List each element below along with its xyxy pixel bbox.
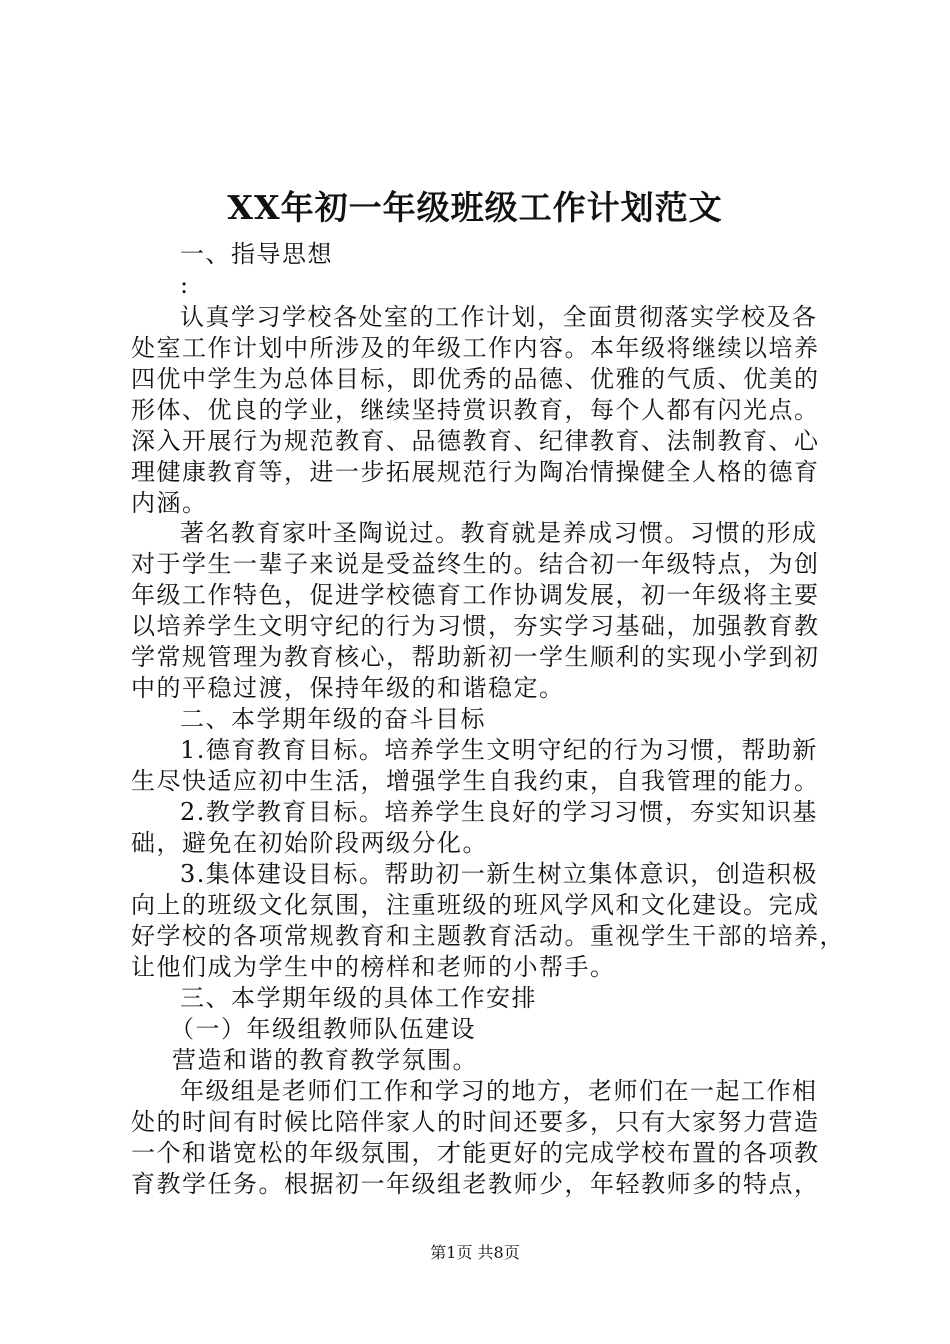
- paragraph-line: 四优中学生为总体目标，即优秀的品德、优雅的气质、优美的: [131, 365, 820, 393]
- paragraph-line: 处室工作计划中所涉及的年级工作内容。本年级将继续以培养: [131, 334, 820, 362]
- paragraph-line: 向上的班级文化氛围，注重班级的班风学风和文化建设。完成: [131, 891, 820, 919]
- paragraph-line: 让他们成为学生中的榜样和老师的小帮手。: [131, 953, 616, 981]
- subheading-teacher-team: （一）年级组教师队伍建设: [170, 1015, 476, 1043]
- paragraph-line: 对于学生一辈子来说是受益终生的。结合初一年级特点，为创: [131, 550, 820, 578]
- paragraph-line: 学常规管理为教育核心，帮助新初一学生顺利的实现小学到初: [131, 643, 820, 671]
- document-title: XX年初一年级班级工作计划范文: [227, 188, 723, 227]
- paragraph-line: 处的时间有时候比陪伴家人的时间还要多，只有大家努力营造: [131, 1108, 820, 1136]
- paragraph-line: 一个和谐宽松的年级氛围，才能更好的完成学校布置的各项教: [131, 1139, 820, 1167]
- paragraph-line: 2.教学教育目标。培养学生良好的学习习惯，夯实知识基: [180, 798, 818, 826]
- paragraph-line: 年级组是老师们工作和学习的地方，老师们在一起工作相: [180, 1077, 818, 1105]
- paragraph-line: 营造和谐的教育教学氛围。: [172, 1046, 478, 1074]
- paragraph-line: 以培养学生文明守纪的行为习惯，夯实学习基础，加强教育教: [131, 612, 820, 640]
- heading-work-arrangement: 三、本学期年级的具体工作安排: [180, 984, 537, 1012]
- paragraph-line: 础，避免在初始阶段两级分化。: [131, 829, 488, 857]
- paragraph-line: 著名教育家叶圣陶说过。教育就是养成习惯。习惯的形成: [180, 519, 818, 547]
- paragraph-line: 1.德育教育目标。培养学生文明守纪的行为习惯，帮助新: [180, 736, 818, 764]
- paragraph-line: 形体、优良的学业，继续坚持赏识教育，每个人都有闪光点。: [131, 396, 820, 424]
- heading-guiding-ideology: 一、指导思想: [180, 240, 333, 268]
- paragraph-line: 3.集体建设目标。帮助初一新生树立集体意识，创造积极: [180, 860, 818, 888]
- paragraph-line: 中的平稳过渡，保持年级的和谐稳定。: [131, 674, 565, 702]
- paragraph-line: 内涵。: [131, 489, 208, 517]
- paragraph-line: 年级工作特色，促进学校德育工作协调发展，初一年级将主要: [131, 581, 820, 609]
- paragraph-line: 育教学任务。根据初一年级组老教师少，年轻教师多的特点，: [131, 1170, 820, 1198]
- page-number-footer: 第1页 共8页: [430, 1243, 520, 1262]
- text-line: :: [180, 271, 190, 299]
- heading-semester-goals: 二、本学期年级的奋斗目标: [180, 705, 486, 733]
- paragraph-line: 好学校的各项常规教育和主题教育活动。重视学生干部的培养，: [131, 922, 845, 950]
- paragraph-line: 深入开展行为规范教育、品德教育、纪律教育、法制教育、心: [131, 427, 820, 455]
- paragraph-line: 理健康教育等，进一步拓展规范行为陶冶情操健全人格的德育: [131, 458, 820, 486]
- paragraph-line: 生尽快适应初中生活，增强学生自我约束，自我管理的能力。: [131, 767, 820, 795]
- paragraph-line: 认真学习学校各处室的工作计划，全面贯彻落实学校及各: [180, 303, 818, 331]
